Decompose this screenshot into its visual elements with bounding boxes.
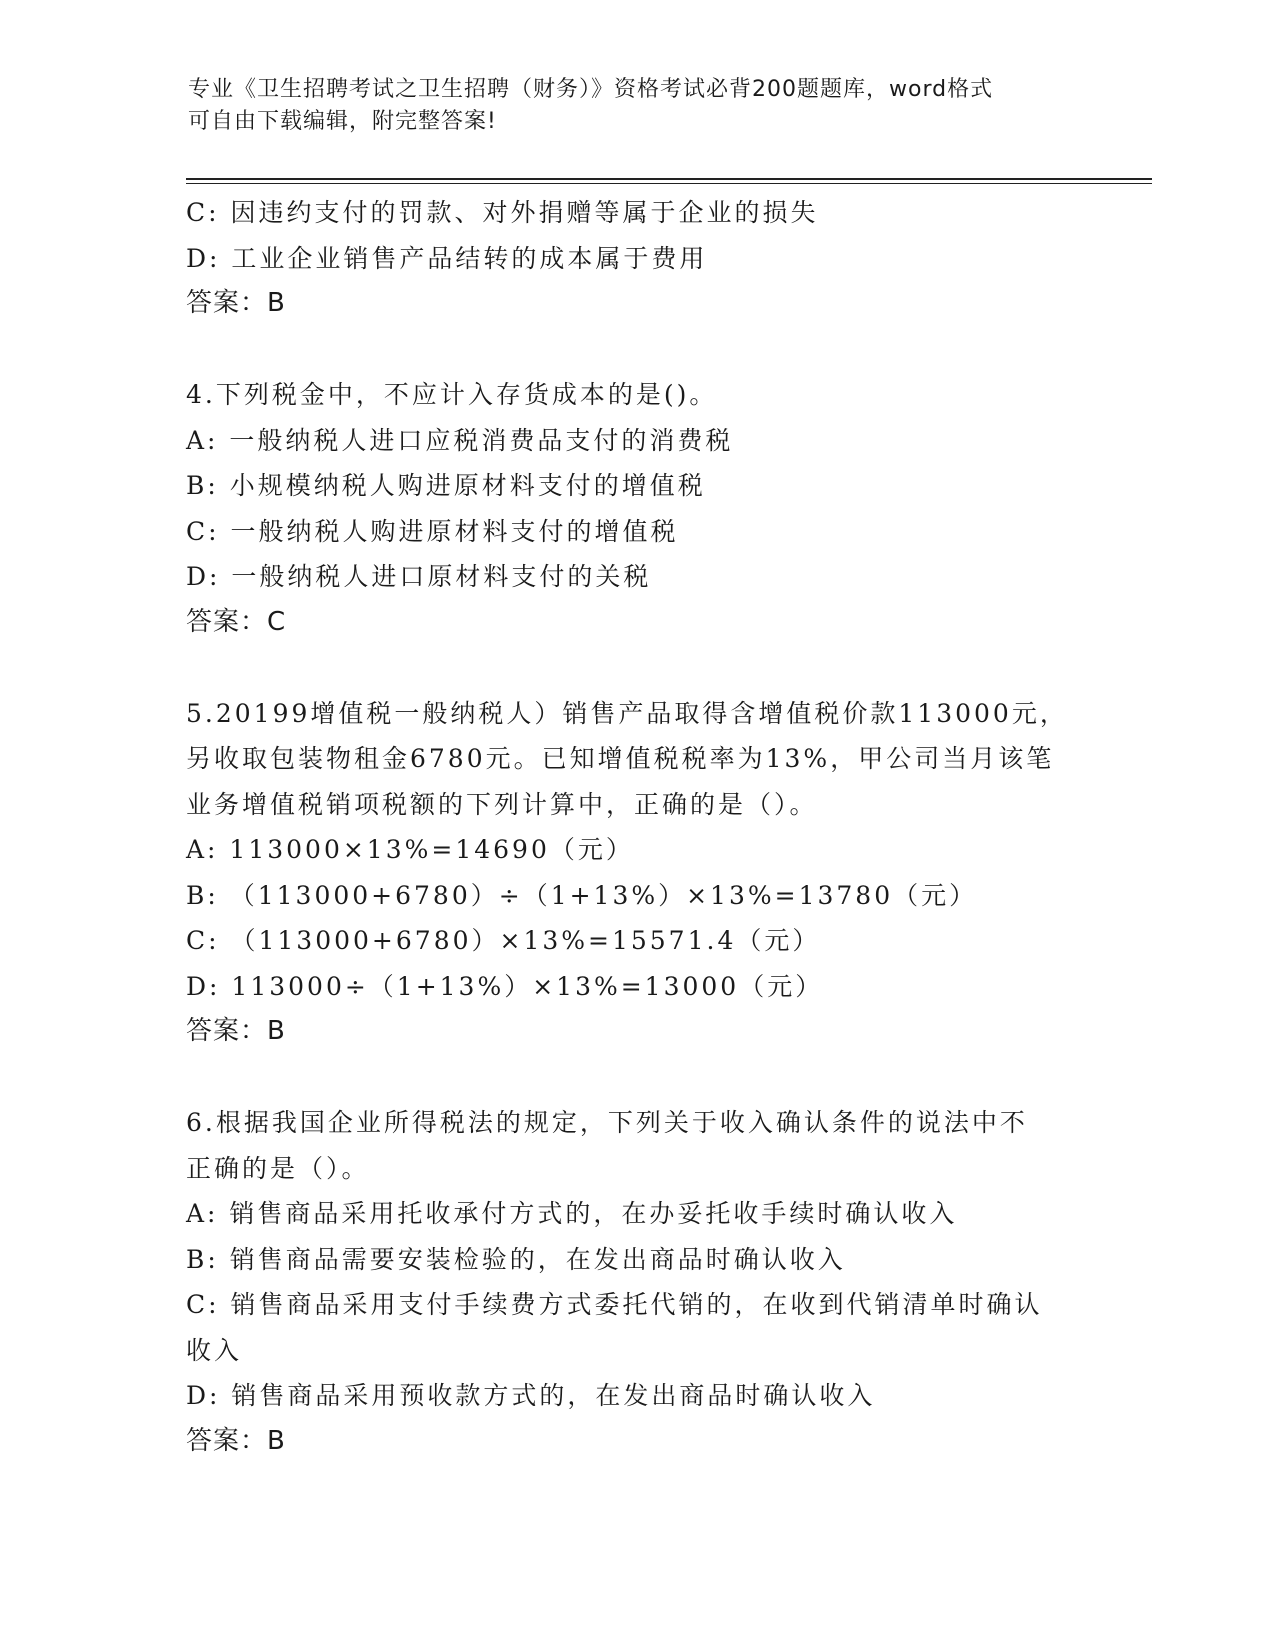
option-c-line-1: C: 销售商品采用支付手续费方式委托代销的，在收到代销清单时确认 — [186, 1290, 1043, 1319]
option-b: B: 销售商品需要安装检验的，在发出商品时确认收入 — [186, 1244, 846, 1274]
answer-line: 答案：C — [186, 606, 287, 637]
option-b: B: 小规模纳税人购进原材料支付的增值税 — [186, 471, 706, 500]
spacer — [186, 327, 1086, 373]
answer-line: 答案：B — [186, 1016, 286, 1046]
question-5 — [186, 691, 1086, 1055]
option-d: D: 工业企业销售产品结转的成本属于费用 — [186, 243, 708, 273]
spacer — [186, 645, 1086, 691]
question-stem-line-2: 正确的是（）。 — [186, 1153, 370, 1183]
question-3-tail — [186, 190, 1086, 327]
question-6 — [186, 1100, 1086, 1464]
question-stem-line-2: 另收取包装物租金6780元。已知增值税税率为13%，甲公司当月该笔 — [186, 744, 1055, 773]
option-d: D: 销售商品采用预收款方式的，在发出商品时确认收入 — [186, 1381, 876, 1410]
option-d: D: 113000÷（1+13%）×13%=13000（元） — [186, 971, 824, 1001]
option-a: A: 一般纳税人进口应税消费品支付的消费税 — [186, 425, 734, 455]
answer-line: 答案：B — [186, 288, 286, 318]
question-stem-line-1: 6.根据我国企业所得税法的规定，下列关于收入确认条件的说法中不 — [186, 1108, 1028, 1137]
question-stem: 4.下列税金中，不应计入存货成本的是()。 — [186, 380, 718, 409]
header-title-line-2: 可自由下载编辑，附完整答案! — [188, 109, 497, 134]
header-title-line-1: 专业《卫生招聘考试之卫生招聘（财务）》资格考试必背200题题库，word格式 — [188, 77, 994, 102]
option-c: C: （113000+6780）×13%=15571.4（元） — [186, 926, 821, 955]
option-c-line-2: 收入 — [186, 1335, 243, 1365]
header-divider-thin — [186, 183, 1152, 184]
question-stem-line-1: 5.20199增值税一般纳税人）销售产品取得含增值税价款113000元， — [186, 698, 1068, 728]
option-c: C: 一般纳税人购进原材料支付的增值税 — [186, 516, 679, 546]
answer-line: 答案：B — [186, 1425, 286, 1456]
question-stem-line-3: 业务增值税销项税额的下列计算中，正确的是（）。 — [186, 789, 818, 819]
question-content — [186, 190, 1086, 1464]
option-b: B: （113000+6780）÷（1+13%）×13%=13780（元） — [186, 880, 978, 910]
option-d: D: 一般纳税人进口原材料支付的关税 — [186, 562, 652, 591]
option-c: C: 因违约支付的罚款、对外捐赠等属于企业的损失 — [186, 198, 819, 227]
document-header — [188, 74, 1068, 138]
header-divider-thick — [186, 178, 1152, 180]
option-a: A: 113000×13%=14690（元） — [186, 835, 634, 864]
question-4 — [186, 372, 1086, 645]
option-a: A: 销售商品采用托收承付方式的，在办妥托收手续时确认收入 — [186, 1199, 958, 1228]
spacer — [186, 1055, 1086, 1101]
